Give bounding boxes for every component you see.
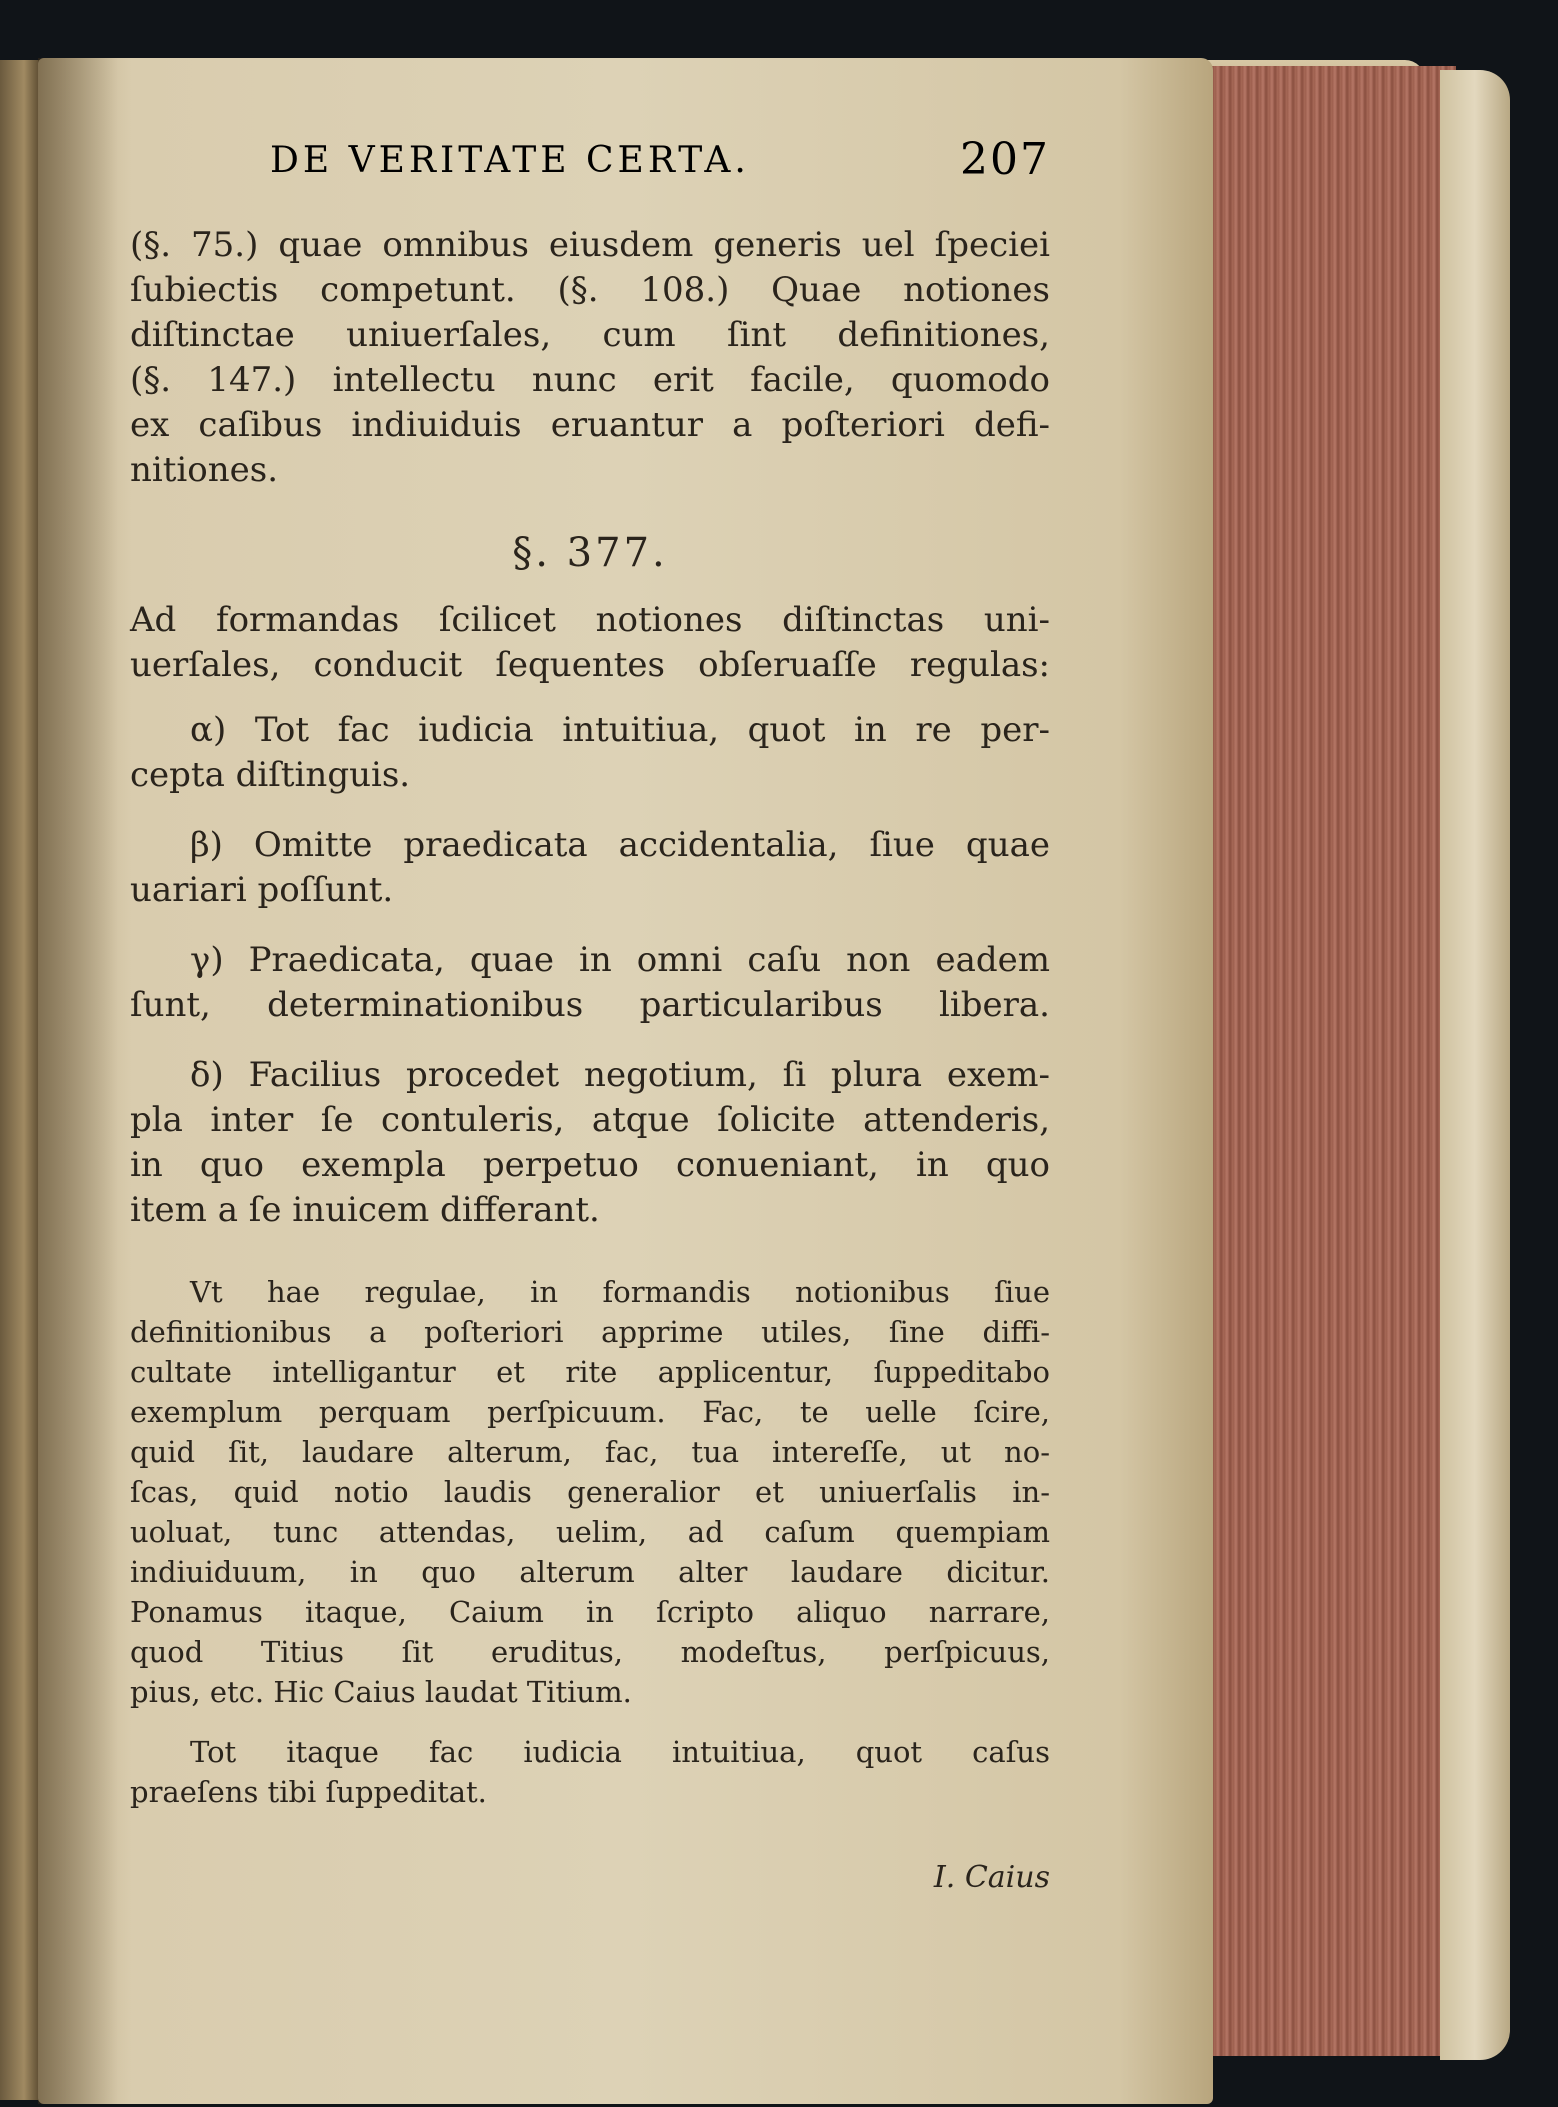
rule-beta: β) Omitte praedicata accidentalia, ſiue quae	[190, 825, 1050, 865]
text-line: (§. 75.) quae omnibus eiusdem generis uel ſpeciei	[130, 225, 1050, 265]
note-line: pius, etc. Hic Caius laudat Titium.	[130, 1675, 632, 1709]
page-number: 207	[960, 134, 1050, 185]
rule-alpha: α) Tot fac iudicia intuitiua, quot in re per-	[190, 710, 1050, 750]
page-edges	[1200, 66, 1456, 2056]
facing-page-edge	[0, 60, 40, 2100]
text-line: item a ſe inuicem differant.	[130, 1190, 600, 1230]
note-line: uoluat, tunc attendas, uelim, ad caſum quempiam	[130, 1515, 1050, 1549]
book-cover	[1440, 70, 1510, 2060]
note-line: quid ſit, laudare alterum, fac, tua intereſſe, ut no-	[130, 1435, 1050, 1469]
text-line: ſunt, determinationibus particularibus libera.	[130, 985, 1050, 1025]
note-line: quod Titius ſit eruditus, modeſtus, perſpicuus,	[130, 1635, 1050, 1669]
note-line: praeſens tibi ſuppeditat.	[130, 1775, 487, 1809]
running-title: DE VERITATE CERTA.	[270, 140, 750, 181]
section-heading: §. 377.	[512, 530, 668, 576]
note-line: Ponamus itaque, Caium in ſcripto aliquo narrare,	[130, 1595, 1050, 1629]
text-line: ex caſibus indiuiduis eruantur a poſteriori defi-	[130, 405, 1050, 445]
text-line: uariari poſſunt.	[130, 870, 394, 910]
text-line: cepta diſtinguis.	[130, 755, 411, 795]
text-line: Ad formandas ſcilicet notiones diſtinctas uni-	[130, 600, 1050, 640]
note-line: exemplum perquam perſpicuum. Fac, te uelle ſcire,	[130, 1395, 1050, 1429]
rule-delta: δ) Facilius procedet negotium, ſi plura exem-	[190, 1055, 1050, 1095]
running-header	[140, 134, 1050, 190]
note-line: definitionibus a poſteriori apprime utiles, ſine diffi-	[130, 1315, 1050, 1349]
note-line: Vt hae regulae, in formandis notionibus ſiue	[190, 1275, 1050, 1309]
rule-gamma: γ) Praedicata, quae in omni caſu non eadem	[190, 940, 1050, 980]
text-line: pla inter ſe contuleris, atque ſolicite attenderis,	[130, 1100, 1050, 1140]
note-line: ſcas, quid notio laudis generalior et uniuerſalis in-	[130, 1475, 1050, 1509]
text-line: (§. 147.) intellectu nunc erit facile, quomodo	[130, 360, 1050, 400]
text-line: in quo exempla perpetuo conueniant, in quo	[130, 1145, 1050, 1185]
note-line: Tot itaque fac iudicia intuitiua, quot caſus	[190, 1735, 1050, 1769]
note-line: cultate intelligantur et rite applicentur, ſuppeditabo	[130, 1355, 1050, 1389]
text-line: diſtinctae uniuerſales, cum ſint definitiones,	[130, 315, 1050, 355]
text-line: nitiones.	[130, 450, 279, 490]
catchword: I. Caius	[933, 1860, 1050, 1895]
gutter-shadow	[38, 58, 118, 2104]
note-line: indiuiduum, in quo alterum alter laudare dicitur.	[130, 1555, 1050, 1589]
text-line: ſubiectis competunt. (§. 108.) Quae notiones	[130, 270, 1050, 310]
text-line: uerſales, conducit ſequentes obſeruaſſe regulas:	[130, 645, 1050, 685]
